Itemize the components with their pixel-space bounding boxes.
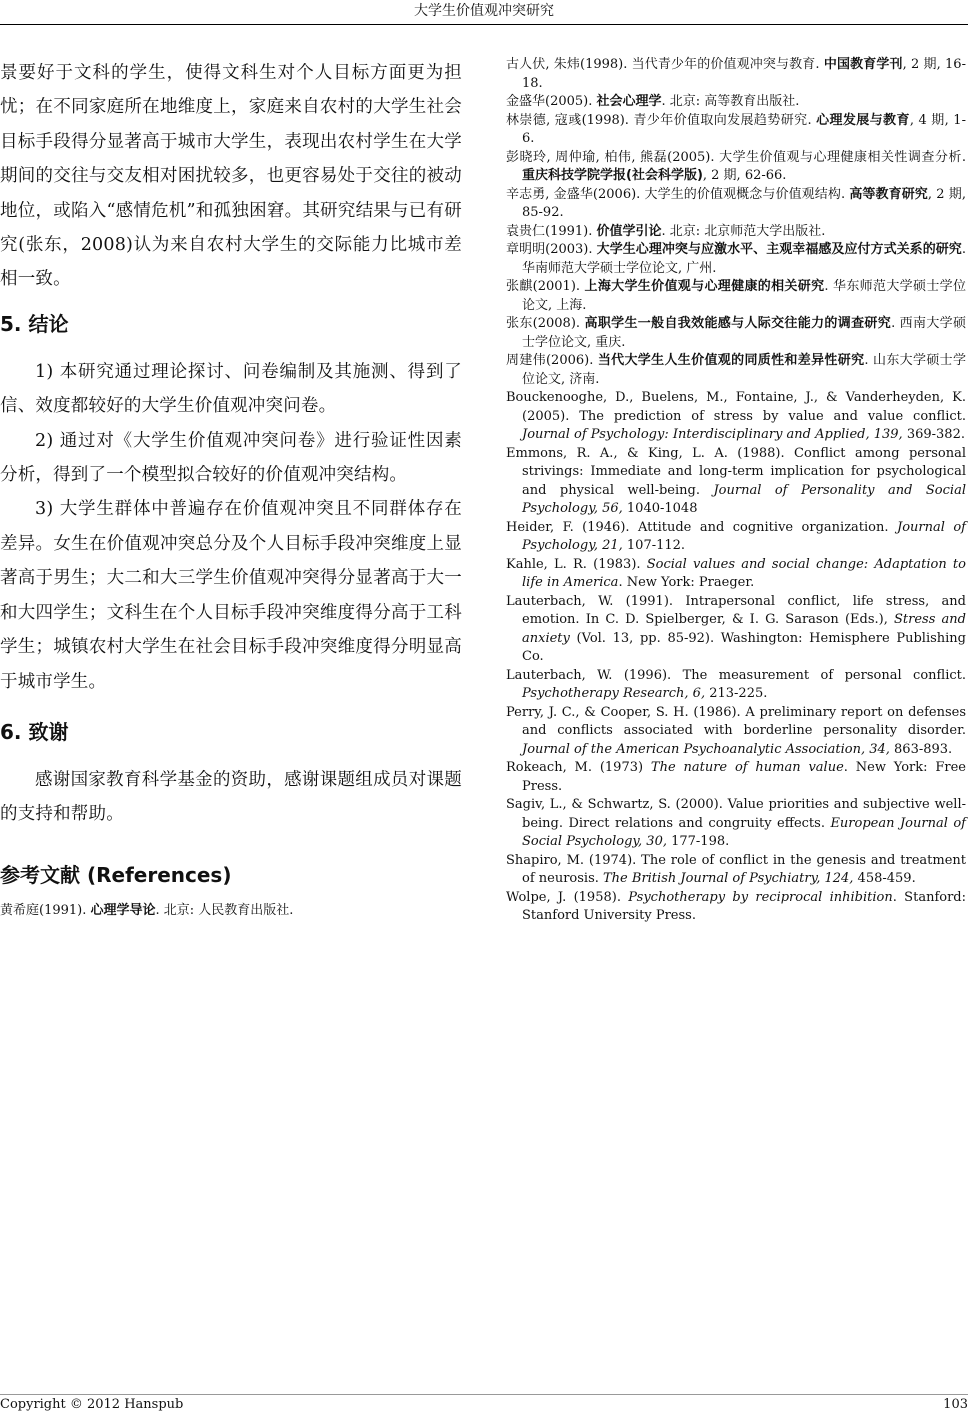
ref-title: 心理学导论 [90,902,156,918]
ref-text: 古人伏, 朱炜(1998). 当代青少年的价值观冲突与教育. [506,57,824,72]
ref-text: Wolpe, J. (1958). [506,889,629,905]
ref-text: Rokeach, M. (1973) [506,760,651,775]
reference-entry [0,902,462,921]
ref-text: 369-382. [902,427,965,442]
ref-title: 上海大学生价值观与心理健康的相关研究 [584,279,825,294]
acknowledgement-text: 感谢国家教育科学基金的资助，感谢课题组成员对课题的支持和帮助。 [0,769,462,825]
ref-text: 张麒(2001). [506,279,585,294]
footer-divider [0,1394,968,1395]
reference-entry [506,56,966,93]
ref-title: The nature of human value [650,760,844,775]
reference-entry [506,112,966,149]
ref-title: 高职学生一般自我效能感与人际交往能力的调查研究 [584,316,892,331]
ref-text: Perry, J. C., & Cooper, S. H. (1986). A preliminary report on defenses and conflicts associated with borderline personality disorder. [506,704,966,738]
reference-entry [506,352,966,389]
reference-entry [506,389,966,445]
ref-text: , 2 期, 62-66. [702,168,787,183]
reference-entry [506,704,966,760]
reference-entry [506,889,966,926]
ref-text: 213-225. [705,686,768,701]
reference-entry [506,445,966,519]
ref-text: Lauterbach, W. (1996). The measurement of personal conflict. [506,667,966,683]
ref-title: The British Journal of Psychiatry, 124, [603,871,854,886]
ref-text: . 北京: 北京师范大学出版社. [661,223,826,239]
conclusion-item-2: 2) 通过对《大学生价值观冲突问卷》进行验证性因素分析，得到了一个模型拟合较好的价值观冲突结构。 [0,430,462,486]
ref-text: . 北京: 人民教育出版社. [155,902,294,918]
ref-title: 社会心理学 [596,94,662,109]
ref-text: 张东(2008). [506,316,585,331]
header-divider [0,24,968,25]
reference-entry [506,223,966,242]
reference-entry [506,593,966,667]
ref-text: 1040-1048 [622,501,698,516]
conclusion-item-3: 3) 大学生群体中普遍存在价值观冲突且不同群体存在差异。女生在价值观冲突总分及个人目标手段冲突维度上显著高于男生；大二和大三学生价值观冲突得分显著高于大一和大四学生；文科生在个人目标手段冲突维度得分高于工科学生；城镇农村大学生在社会目标手段冲突维度得分明显高于城市学生。 [0,499,462,692]
ref-title: European Journal of Social Psychology, 30, [522,815,966,849]
intro-paragraph: 景要好于文科的学生，使得文科生对个人目标方面更为担忧；在不同家庭所在地维度上，家庭来自农村的大学生社会目标手段得分显著高于城市大学生，表现出农村学生在大学期间的交往与交友相对困扰较多，也更容易处于交往的被动地位，或陷入“感情危机”和孤独困窘。其研究结果与已有研究(张东，2008)认为来自农村大学生的交际能力比城市差相一致。 [0,63,462,290]
ref-text: . 华南师范大学硕士学位论文, 广州. [522,242,966,276]
ref-text: . 北京: 高等教育出版社. [661,94,800,109]
reference-entry [506,315,966,352]
reference-entry [506,149,966,186]
ref-text: Lauterbach, W. (1991). Intrapersonal conflict, life stress, and emotion. In C. D. Spielberger, & I. G. Sarason (Eds.), [506,593,966,627]
ref-title: Social values and social change: Adaptation to life in America [522,556,966,590]
ref-text: 袁贵仁(1991). [506,223,597,239]
left-column [0,56,462,920]
ref-title: Journal of Personality and Social Psychology, 56, [522,482,966,516]
ref-text: . New York: Free Press. [522,760,966,794]
reference-entry [506,796,966,852]
reference-entry [506,667,966,704]
conclusion-heading: 5. 结论 [0,311,69,336]
conclusion-item-1: 1) 本研究通过理论探讨、问卷编制及其施测、得到了信、效度都较好的大学生价值观冲突问卷。 [0,361,462,417]
reference-entry [506,278,966,315]
ref-text: , 4 期, 1-6. [522,112,966,146]
reference-entry [506,852,966,889]
ref-text: . 华东师范大学硕士学位论文, 上海. [522,279,966,313]
ref-text: 彭晓玲, 周仲瑜, 柏伟, 熊磊(2005). 大学生价值观与心理健康相关性调查分析. [506,149,966,165]
ref-title: Psychotherapy by reciprocal inhibition [628,889,893,905]
ref-title: 价值学引论 [596,223,662,239]
running-head: 大学生价值观冲突研究 [414,3,554,19]
ref-text: 458-459. [853,871,916,886]
ref-title: 高等教育研究 [849,186,928,202]
ref-text: 章明明(2003). [506,242,597,257]
ref-text: 周建伟(2006). [506,353,598,368]
ref-title: Journal of Psychology: Interdisciplinary and Applied, 139, [522,427,903,442]
reference-entry [506,556,966,593]
ref-text: . Stanford: Stanford University Press. [522,889,966,923]
reference-entry [506,519,966,556]
ref-text: Emmons, R. A., & King, L. A. (1988). Conflict among personal strivings: Immediate and long-term implication for psychological and physical well-being. [506,445,966,498]
ref-text: (Vol. 13, pp. 85-92). Washington: Hemisphere Publishing Co. [522,630,966,664]
acknowledgement-heading: 6. 致谢 [0,719,69,744]
ref-text: 金盛华(2005). [506,94,597,109]
ref-text: Sagiv, L., & Schwartz, S. (2000). Value priorities and subjective well-being. Direct relations and congruity effects. [506,797,966,831]
reference-entry [506,93,966,112]
references-heading: 参考文献 (References) [0,862,232,887]
ref-text: 辛志勇, 金盛华(2006). 大学生的价值观概念与价值观结构. [506,186,850,202]
ref-text: Bouckenooghe, D., Buelens, M., Fontaine, J., & Vanderheyden, K. (2005). The prediction of stress by value and value conflict. [506,390,966,424]
reference-entry [506,759,966,796]
reference-entry [506,186,966,223]
ref-text: . 山东大学硕士学位论文, 济南. [522,353,966,387]
ref-title: Stress and anxiety [522,612,966,646]
ref-text: , 2 期, 16-18. [522,57,966,91]
copyright-notice: Copyright © 2012 Hanspub [0,1397,184,1412]
ref-title: 大学生心理冲突与应激水平、主观幸福感及应付方式关系的研究 [596,242,962,257]
ref-title: 重庆科技学院学报(社会科学版) [522,168,703,183]
ref-text: Kahle, L. R. (1983). [506,556,647,572]
reference-entry [506,241,966,278]
ref-text: 863-893. [889,741,953,757]
ref-title: Journal of the American Psychoanalytic Association, 34, [522,741,890,757]
ref-title: 当代大学生人生价值观的同质性和差异性研究 [597,353,865,368]
ref-text: , 2 期, 85-92. [522,186,966,220]
ref-text: . New York: Praeger. [618,575,755,590]
ref-text: . 西南大学硕士学位论文, 重庆. [522,316,966,350]
right-column [506,56,966,926]
ref-title: 心理发展与教育 [816,112,910,128]
ref-text: 林崇德, 寇彧(1998). 青少年价值取向发展趋势研究. [506,112,817,128]
ref-text: Shapiro, M. (1974). The role of conflict in the genesis and treatment of neurosis. [506,852,966,886]
ref-title: 中国教育学刊 [823,57,903,72]
ref-title: Journal of Psychology, 21, [522,519,966,553]
ref-text: 黄希庭(1991). [0,902,91,918]
ref-title: Psychotherapy Research, 6, [522,686,706,701]
page-number: 103 [943,1397,968,1412]
ref-text: 177-198. [666,834,730,849]
ref-text: Heider, F. (1946). Attitude and cognitive organization. [506,519,897,535]
ref-text: 107-112. [622,538,686,553]
